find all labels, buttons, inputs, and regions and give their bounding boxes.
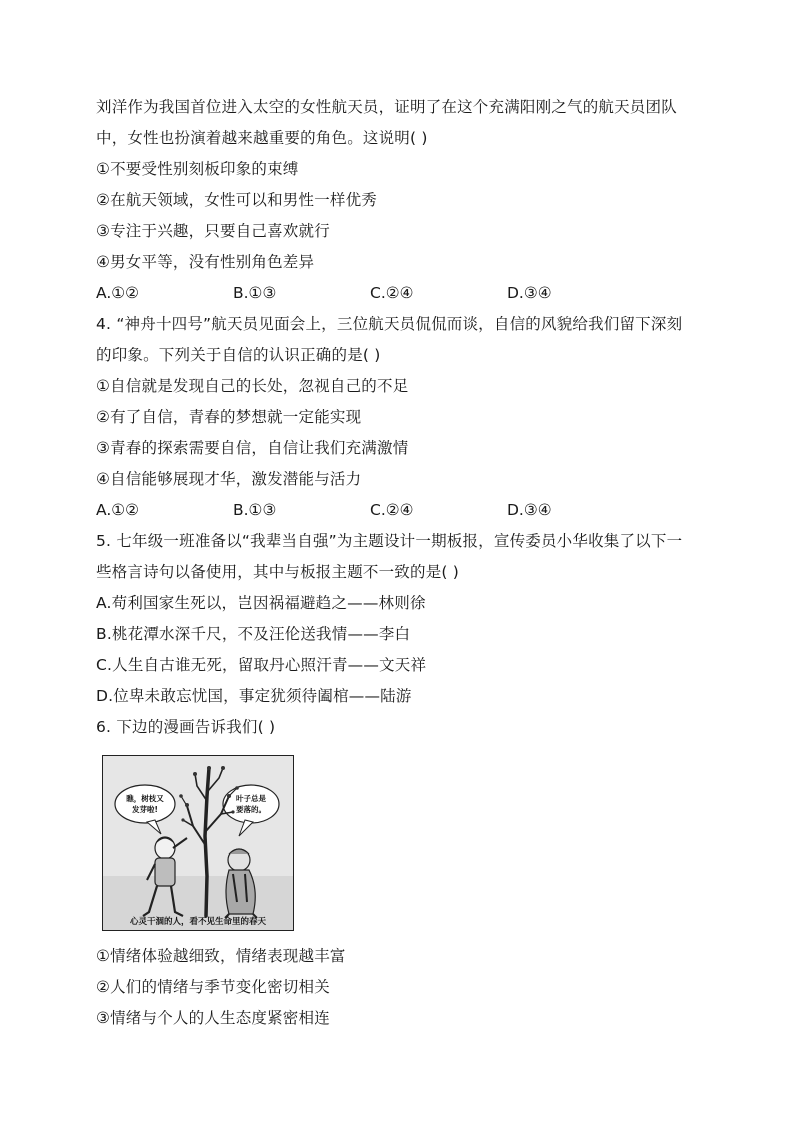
q6-stem: 6. 下边的漫画告诉我们( ) — [96, 718, 276, 736]
q6-item-3: ③情绪与个人的人生态度紧密相连 — [96, 1009, 330, 1027]
right-speech-bubble — [223, 785, 279, 823]
q6-item-2: ②人们的情绪与季节变化密切相关 — [96, 978, 330, 996]
q3-option-a[interactable]: A.①② — [96, 284, 140, 302]
q6-item-1: ①情绪体验越细致，情绪表现越丰富 — [96, 947, 346, 965]
q4-option-a[interactable]: A.①② — [96, 501, 140, 519]
q3-stem-line-2: 中，女性也扮演着越来越重要的角色。这说明( ) — [96, 129, 428, 147]
left-bubble-text-1: 瞧，树枝又 — [126, 794, 164, 803]
q4-option-c[interactable]: C.②④ — [370, 501, 414, 519]
right-bubble-text-2: 要落的。 — [236, 805, 266, 814]
q3-option-b[interactable]: B.①③ — [233, 284, 277, 302]
right-bubble-text-1: 叶子总是 — [236, 794, 266, 803]
q3-item-3: ③专注于兴趣，只要自己喜欢就行 — [96, 222, 330, 240]
q4-option-b[interactable]: B.①③ — [233, 501, 277, 519]
cartoon-illustration — [103, 756, 293, 930]
q5-stem-line-1: 5. 七年级一班准备以“我辈当自强”为主题设计一期板报，宣传委员小华收集了以下一 — [96, 532, 683, 550]
q3-item-4: ④男女平等，没有性别角色差异 — [96, 253, 315, 271]
q3-stem-line-1: 刘洋作为我国首位进入太空的女性航天员，证明了在这个充满阳刚之气的航天员团队 — [96, 98, 677, 116]
left-bubble-text-2: 发芽啦! — [132, 805, 158, 814]
q3-options — [96, 278, 706, 309]
q3-item-1: ①不要受性别刻板印象的束缚 — [96, 160, 299, 178]
question-3 — [96, 92, 706, 309]
q4-item-1: ①自信就是发现自己的长处，忽视自己的不足 — [96, 377, 409, 395]
q4-item-2: ②有了自信，青春的梦想就一定能实现 — [96, 408, 362, 426]
q4-item-3: ③青春的探索需要自信，自信让我们充满激情 — [96, 439, 409, 457]
question-6 — [96, 712, 706, 1034]
q4-item-4: ④自信能够展现才华，激发潜能与活力 — [96, 470, 362, 488]
left-speech-bubble — [115, 785, 175, 823]
q5-stem-line-2: 些格言诗句以备使用，其中与板报主题不一致的是( ) — [96, 563, 460, 581]
q4-stem-line-2: 的印象。下列关于自信的认识正确的是( ) — [96, 346, 381, 364]
q5-choice-a[interactable]: A.苟利国家生死以，岂因祸福避趋之——林则徐 — [96, 594, 426, 612]
q5-choice-b[interactable]: B.桃花潭水深千尺，不及汪伦送我情——李白 — [96, 625, 411, 643]
cartoon-image — [102, 755, 294, 931]
q3-option-d[interactable]: D.③④ — [507, 284, 552, 302]
q4-option-d[interactable]: D.③④ — [507, 501, 552, 519]
q4-stem-line-1: 4. “神舟十四号”航天员见面会上，三位航天员侃侃而谈，自信的风貌给我们留下深刻 — [96, 315, 683, 333]
exam-page — [96, 92, 706, 1034]
q5-choice-c[interactable]: C.人生自古谁无死，留取丹心照汗青——文天祥 — [96, 656, 427, 674]
question-4 — [96, 309, 706, 526]
question-5 — [96, 526, 706, 712]
q5-choice-d[interactable]: D.位卑未敢忘忧国，事定犹须待阖棺——陆游 — [96, 687, 412, 705]
q3-item-2: ②在航天领域，女性可以和男性一样优秀 — [96, 191, 377, 209]
q4-options — [96, 495, 706, 526]
q3-option-c[interactable]: C.②④ — [370, 284, 414, 302]
cartoon-caption: 心灵干涸的人，看不见生命里的春天 — [129, 917, 266, 927]
